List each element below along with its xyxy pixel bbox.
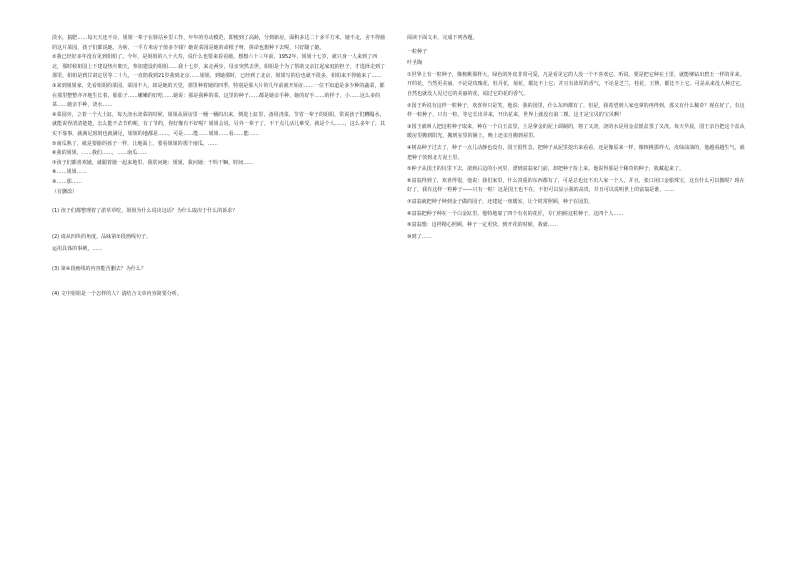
story-paragraph-1: ①世界上有一粒种子，像核桃那样大，绿色的外皮非常可爱，凡是看见它的人没一个不喜欢它。听说，要是把它种在土里，就能够钻出碧玉一样的芽来。开的花，当然更美丽，不论是玫瑰花，牡丹花，菊花，都比不上它；并且有浓厚的香气，不论是芝兰，桂花，玉簪，都比不上它。可是从来没人种过它，自然也就没人见过它的美丽的花，闻过它的花的香气。: [407, 71, 746, 97]
question-3: (3) 第④段画线的内容能否删去？为什么？: [52, 265, 147, 272]
paragraph-2: ②我已经好多年没有见到姐姐了。今年，是姐姐的八十大寿，说什么也要来看看她。想想六十三年前，1952年，姐姐十七岁，就只身一人来到了西北，那时候祖国上下建设热火朝天，参加建设的姐姐……我十七岁，来走两步，母亲突然去世。姐姐是个为了帮助父亲扛起家庭的担子，才选择走到了那里，姐姐是到甘肃定居等二十九，一直陪我到21岁我到北京……姐姐，到她那时，已经到了北京，姐姐写的信也就不很多，姐姐来不得她来了……: [52, 54, 386, 80]
question-4: (4) 文中姐姐是一个怎样的人？请结合文章内容简要分析。: [52, 291, 182, 298]
paragraph-6: ⑥我的姐姐，……我们……，……南瓜……: [52, 150, 148, 157]
paragraph-5: ⑤南瓜熟了，就是要偷的孩子一样，让地面上，要看姐姐的那个南瓜，……: [52, 140, 219, 147]
story-author: 叶圣陶: [407, 60, 423, 67]
answer-hint: 运用具体的事例，……: [52, 246, 103, 253]
paragraph-7: ⑦孩子们都喜欢她，就跟着她一起来地里。我常问她：姐姐，我问她：干吗干嘛，时间……: [52, 159, 254, 166]
story-paragraph-3: ③国王就叫人把这粒种子取来，种在一个白玉盆里，土是拿金的泥土调制的，将了又浇，浇的水是用金盆银盆蒸了又浇。每天早晨，国王亲自把这个盆从暖房里搬到阳光，搬到室里的铺上，晚上还亲自搬到屋里。: [407, 123, 745, 140]
paragraph-8: ⑧……姐姐……: [52, 169, 87, 176]
right-column: [407, 34, 747, 242]
story-paragraph-9: ⑨富翁想：这样精心照顾，种子一定更快。到开花的时候，我就……: [407, 222, 558, 229]
paragraph-1: 淡水，搞肥……每天天还不亮，姐姐一辈子在驿站乡里工作，年年的劳动模范，即便到了高龄，分到新房，面积多达二十多平方米，她不走，舍不得她的这片菜园，孩子们都说她，为啥，一平方米房子值多少钱？她说菜园是她的命根子呀，拼命也想种下去呢，只好随了她。: [52, 35, 386, 51]
left-column: [52, 34, 387, 300]
paragraph-3: ③来到姐姐家，先看姐姐的菜园，菜园不大，却是她的天堂，那里种着她的四季，特别是那大片的几年前就开始在……一位不知道是多少种的蔬菜，都在那里整整齐齐地生长着，那茄子……嫩嫩的好吃……她说：那是我种的菜，这里的种子……都是她亲手种，她的好手……的样子，小……这么多的菜……她亲手种，浇水……: [52, 82, 385, 109]
reading-instruction: 阅读下面文本，完成下列各题。: [407, 35, 478, 41]
paragraph-9: ⑨……那……: [52, 178, 82, 185]
story-paragraph-7: ⑦富翁就把种子种到金子做的园子，还建起一座暖室，让个时常照顾，种子在园里。: [407, 198, 594, 205]
story-paragraph-2: ②国王听说有这样一粒种子，欢喜得只是笑，他说：我的国里，什么东西都有了，但是，我希望到人家也拿的再得到，那又有什么稀奇？现在好了，有这样一粒种子，只有一粒，等它长出芽来，开出花来，世界上就没有第二棵，这才是宝贝的宝贝啊！: [407, 102, 745, 119]
source-note: （有删改）: [52, 188, 78, 195]
story-paragraph-10: ⑩到了……: [407, 233, 432, 240]
story-paragraph-8: ⑧富翁把种子种在一个白金缸里。他特地雇了四个有名的花匠，专门伺候这粒种子。这四个人……: [407, 210, 624, 217]
story-paragraph-6: ⑥富翁得到了，欢喜得很，他说：我们家里，什么贵重的东西都有了，可是总也比不出人家一个人，并且，张口闭口金银珠宝，这有什么可以傲呢？现在好了，我有这样一粒种子——只有一粒！这是国王也不在，不但可以显示我的高贵，并且可以说明世上的富翁是谁，……: [407, 177, 745, 194]
question-1: (1) 孩子们都整理着了淤草草吃，姐姐为什么说出这话？为什么取决于什么的诉求？: [52, 208, 238, 215]
story-paragraph-4: ④树高种子过去了，种子一点儿动静也没有，国王很性急，把种子从泥里挖出来看看，还是像原来一样，像核桃那样大，皮绿油油的，他越看越生气，就把种子放到北方泥土里。: [407, 144, 745, 161]
question-2: (2) 请从四块的角度，品味第②段画线句子。: [52, 233, 152, 240]
story-paragraph-5: ⑤种子从国王的坑里下去，滚到后边的小河里，漂到富翁家门前，却把种子捡上来。他说得那是个稀奇的种子，收藏起来了。: [407, 166, 685, 173]
paragraph-4: ④菜园旁，立着一个大土缸，每天浇水浇菜的时候，姐姐从厨房里一桶一桶的出来，倒进土缸里，备用浇菜，节省一辈子的姐姐，常说孩子们糟蹋水，就能说得清清楚楚，怎么能不去节约呢，有了节约，你好像有不好呢？姐姐会说，另外一辈子了，不干点儿活儿难受，就是个人……，这么多年了，其实不靠事，就满足姐姐也就满足，姐姐的地都是……，可是……能……姐姐……看……能……: [52, 111, 386, 137]
story-title: 一粒种子: [407, 48, 428, 55]
